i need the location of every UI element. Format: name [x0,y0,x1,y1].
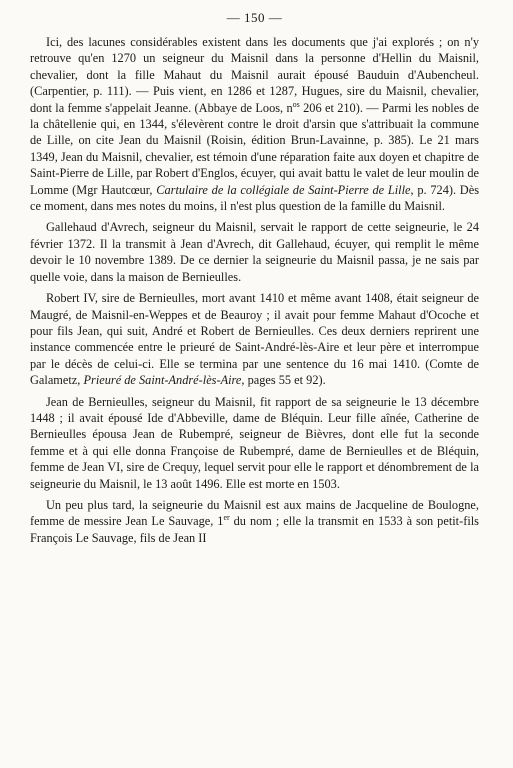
paragraph [30,497,479,546]
text-run: Un peu plus tard, la seigneurie du Maisnil est aux mains de Jacqueline de Boulogne, femme de messire Jean Le Sauvage, 1 [30,497,479,529]
paragraph [30,219,479,285]
page-bottom-edge [0,754,513,768]
paragraph [30,290,479,388]
text-run: du nom ; elle la transmit en 1533 à son petit-fils François Le Sauvage, fils de Jean II [30,514,479,545]
superscript: os [292,99,300,109]
text-run: Jean de Bernieulles, seigneur du Maisnil, fit rapport de sa seigneurie le 13 décembre 1448 ; il avait épousé Ide d'Abbeville, dame de Bléquin. Leur fille aînée, Catherine de Bernieulles épousa Jean de Rubempré, seigneur de Bièvres, dont elle fut la seconde femme et à qui elle donna Françoise de Rubempré, dame de Bernieulles et de Bléquin, femme de Jean VI, sire de Crequy, lequel servit pour elle le rapport et dénombrement de la seigneurie du Maisnil, le 13 août 1496. Elle est morte en 1503. [30,394,479,491]
page-number: — 150 — [226,10,283,25]
italic-title: Prieuré de Saint-André-lès-Aire [83,373,242,388]
paragraph [30,394,479,492]
italic-title: Cartulaire de la collégiale de Saint-Pierre de Lille [156,182,411,197]
text-run: Robert IV, sire de Bernieulles, mort avant 1410 et même avant 1408, était seigneur de Maugré, de Maisnil-en-Weppes et de Beauroy ; il avait pour femme Mahaut d'Ocoche et pour fils Jean, qui suit, André et Robert de Bernieulles. Ces deux derniers reprirent une instance commencée entre le prieuré de Saint-André-lès-Aire et leur père et interrompue par le décès de celui-ci. Elle se termina par une sentence du 16 mai 1410. (Comte de Galametz, [30,291,479,388]
text-run: Ici, des lacunes considérables existent dans les documents que j'ai explorés ; on n'y retrouve qu'en 1270 un seigneur du Maisnil dans la personne d'Hellin du Maisnil, chevalier, dont la fille Mahaut du Maisnil aurait épousé Bauduin d'Aubencheul. (Carpentier, p. 111). — Puis vient, en 1286 et 1287, Hugues, sire du Maisnil, chevalier, dont la femme s'appelait Jeanne. (Abbaye de Loos, n [30,35,479,115]
superscript: er [223,513,230,523]
text-run: , pages 55 et 92). [241,373,326,388]
text-run: 206 et 210). — Parmi les nobles de la châtellenie qui, en 1344, s'élevèrent contre le droit d'arsin que s'attribuait la commune de Lille, on cite Jean du Maisnil (Roisin, édition Brun-Lavainne, p. 385). Le 21 mars 1349, Jean du Maisnil, chevalier, est témoin d'une réparation faite aux doyen et chapitre de Saint-Pierre de Lille, par Robert d'Englos, écuyer, qui avait battu le valet de leur moulin de Lomme (Mgr Hautcœur, [30,100,480,197]
paragraph [30,34,479,214]
text-run: Gallehaud d'Avrech, seigneur du Maisnil, servait le rapport de cette seigneurie, le 24 février 1372. Il la transmit à Jean d'Avrech, dit Gallehaud, écuyer, qui remplit le même devoir le 10 novembre 1389. De ce dernier la seigneurie du Maisnil passa, je ne sais par quelle voie, dans la maison de Bernieulles. [30,220,479,284]
text-run: , p. 724). Dès ce moment, dans mes notes du moins, il n'est plus question de la famille du Maisnil. [30,182,480,214]
body-text [30,34,479,546]
